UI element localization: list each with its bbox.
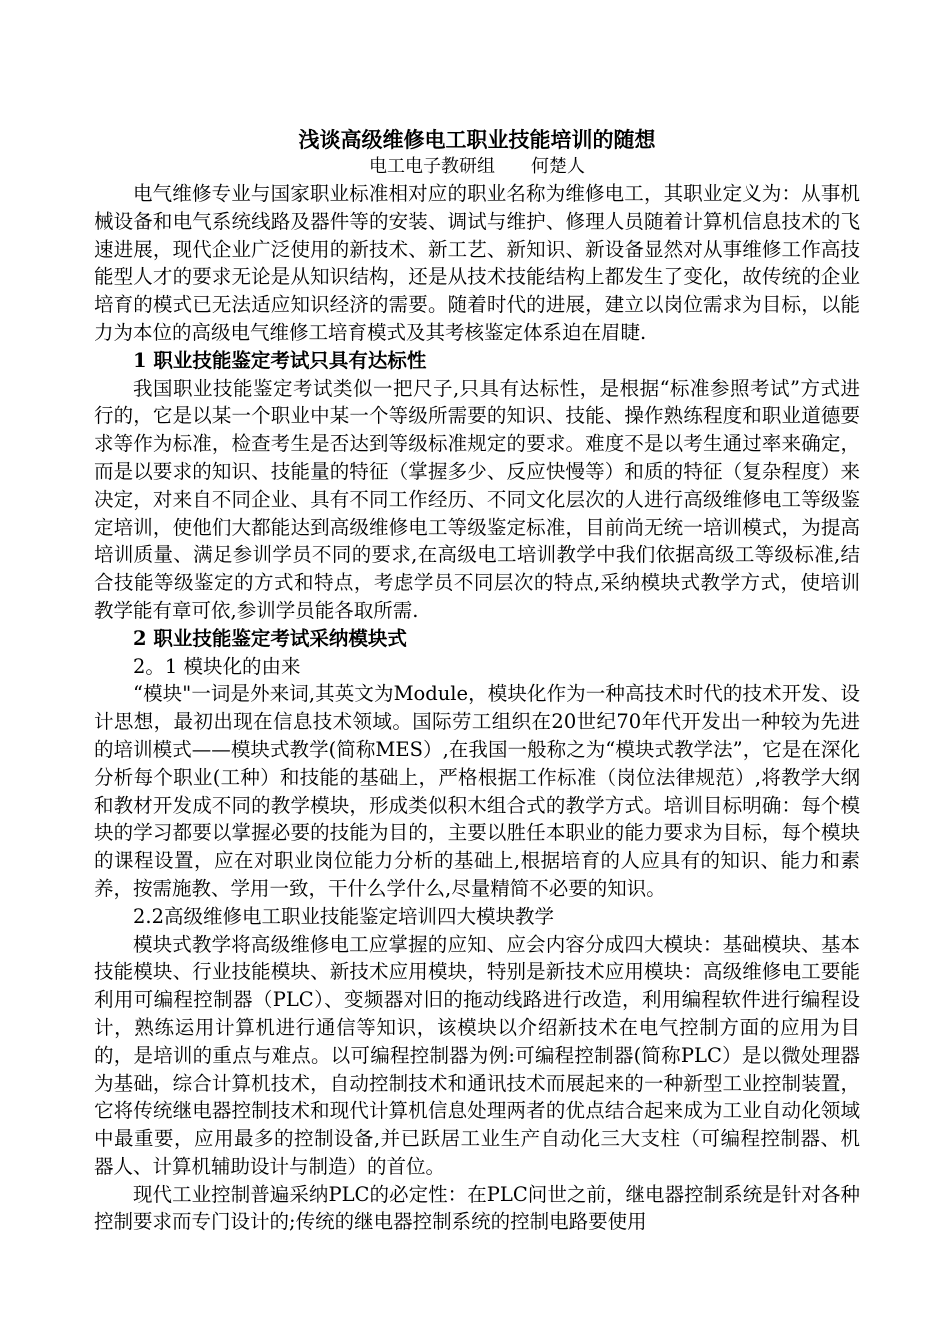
section-1-heading: 1 职业技能鉴定考试只具有达标性: [133, 348, 427, 372]
byline: [94, 154, 860, 180]
section-2-heading: 2 职业技能鉴定考试采纳模块式: [133, 626, 407, 650]
byline-author: 何楚人: [531, 156, 585, 177]
intro-paragraph: 电气维修专业与国家职业标准相对应的职业名称为维修电工，其职业定义为：从事机械设备和电气系统线路及器件等的安装、调试与维护、修理人员随着计算机信息技术的飞速进展，现代企业广泛使用的新技术、新工艺、新知识、新设备显然对从事维修工作高技能型人才的要求无论是从知识结构，还是从技术技能结构上都发生了变化，故传统的企业培育的模式已无法适应知识经济的需要。随着时代的进展，建立以岗位需求为目标，以能力为本位的高级电气维修工培育模式及其考核鉴定体系迫在眉睫.: [94, 182, 860, 344]
document-title: 浅谈高级维修电工职业技能培训的随想: [298, 127, 656, 152]
section-2-2-paragraph-2: 现代工业控制普遍采纳PLC的必定性：在PLC问世之前，继电器控制系统是针对各种控制要求而专门设计的;传统的继电器控制系统的控制电路要使用: [94, 1182, 860, 1234]
document-body: [94, 126, 860, 1236]
section-2-1-heading: 2。1 模块化的由来: [133, 654, 301, 678]
byline-group: 电工电子教研组: [369, 156, 495, 177]
section-2-1-paragraph: “模块"一词是外来词,其英文为Module，模块化作为一种高技术时代的技术开发、设计思想，最初出现在信息技术领域。国际劳工组织在20世纪70年代开发出一种较为先进的培训模式——模块式教学(简称MES）,在我国一般称之为“模块式教学法”，它是在深化分析每个职业(工种）和技能的基础上，严格根据工作标准（岗位法律规范）,将教学大纲和教材开发成不同的教学模块，形成类似积木组合式的教学方式。培训目标明确：每个模块的学习都要以掌握必要的技能为目的，主要以胜任本职业的能力要求为目标，每个模块的课程设置，应在对职业岗位能力分析的基础上,根据培育的人应具有的知识、能力和素养，按需施教、学用一致，干什么学什么,尽量精简不必要的知识。: [94, 682, 860, 900]
section-2-2-paragraph-1: 模块式教学将高级维修电工应掌握的应知、应会内容分成四大模块：基础模块、基本技能模块、行业技能模块、新技术应用模块，特别是新技术应用模块：高级维修电工要能利用可编程控制器（PLC）、变频器对旧的拖动线路进行改造，利用编程软件进行编程设计，熟练运用计算机进行通信等知识，该模块以介绍新技术在电气控制方面的应用为目的，是培训的重点与难点。以可编程控制器为例:可编程控制器(简称PLC）是以微处理器为基础，综合计算机技术，自动控制技术和通讯技术而展起来的一种新型工业控制装置，它将传统继电器控制技术和现代计算机信息处理两者的优点结合起来成为工业自动化领域中最重要，应用最多的控制设备,并已跃居工业生产自动化三大支柱（可编程控制器、机器人、计算机辅助设计与制造）的首位。: [94, 932, 860, 1178]
section-1-paragraph: 我国职业技能鉴定考试类似一把尺子,只具有达标性，是根据“标准参照考试”方式进行的，它是以某一个职业中某一个等级所需要的知识、技能、操作熟练程度和职业道德要求等作为标准，检查考生是否达到等级标准规定的要求。难度不是以考生通过率来确定，而是以要求的知识、技能量的特征（掌握多少、反应快慢等）和质的特征（复杂程度）来决定，对来自不同企业、具有不同工作经历、不同文化层次的人进行高级维修电工等级鉴定培训，使他们大都能达到高级维修电工等级鉴定标准，目前尚无统一培训模式，为提高培训质量、满足参训学员不同的要求,在高级电工培训教学中我们依据高级工等级标准,结合技能等级鉴定的方式和特点，考虑学员不同层次的特点,采纳模块式教学方式，使培训教学能有章可依,参训学员能各取所需.: [94, 376, 860, 622]
section-2-2-heading: 2.2高级维修电工职业技能鉴定培训四大模块教学: [133, 904, 555, 928]
